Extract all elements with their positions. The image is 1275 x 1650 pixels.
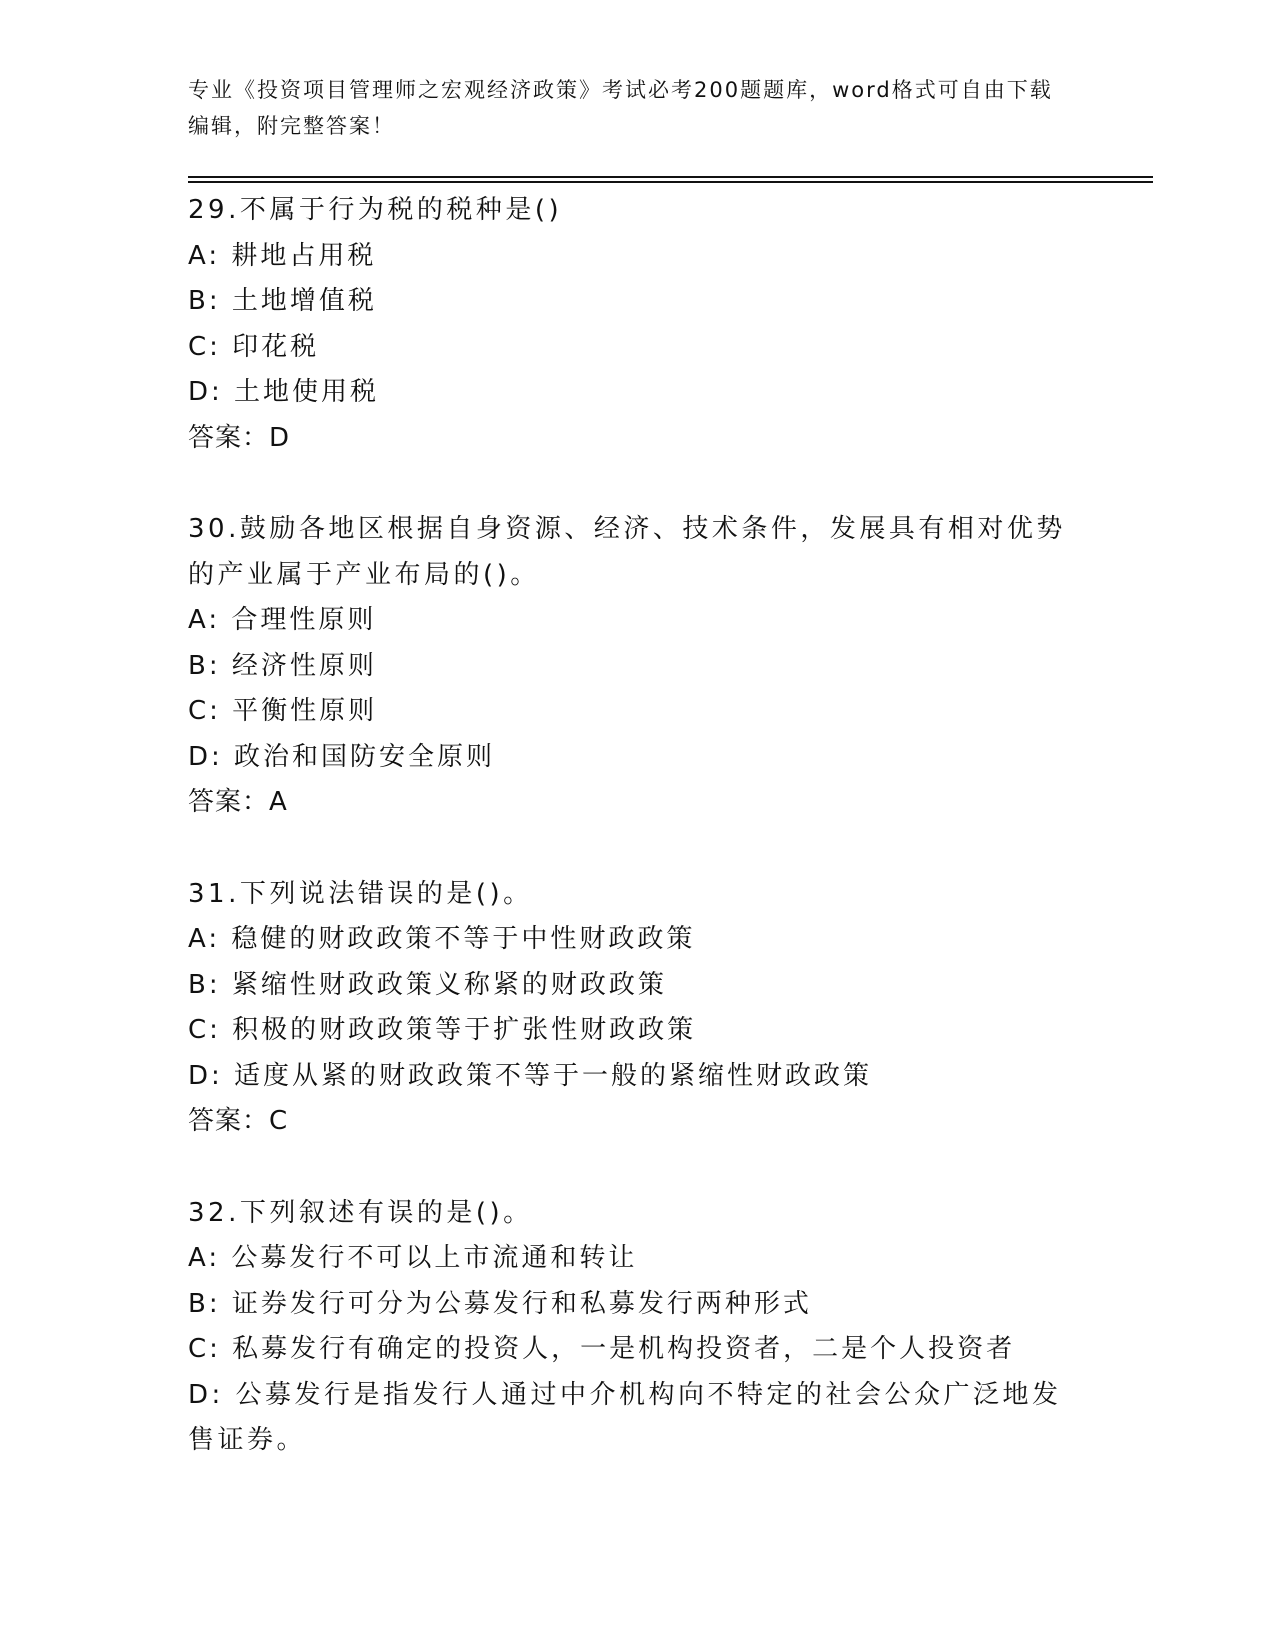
option-c: C: 积极的财政政策等于扩张性财政政策 xyxy=(188,1015,697,1045)
option-b: B: 证券发行可分为公募发行和私募发行两种形式 xyxy=(188,1288,812,1319)
question-30 xyxy=(188,507,1088,826)
option-d: D: 公募发行是指发行人通过中介机构向不特定的社会公众广泛地发售证券。 xyxy=(188,1379,1062,1455)
option-c: C: 平衡性原则 xyxy=(188,696,378,726)
option-a: A: 合理性原则 xyxy=(188,605,377,635)
question-29 xyxy=(188,188,1088,461)
question-32 xyxy=(188,1191,1088,1464)
document-header: 专业《投资项目管理师之宏观经济政策》考试必考200题题库，word格式可自由下载编辑，附完整答案！ xyxy=(188,78,1053,138)
question-stem: 29.不属于行为税的税种是() xyxy=(188,195,563,225)
header-divider-bottom xyxy=(188,181,1153,183)
question-stem: 30.鼓励各地区根据自身资源、经济、技术条件，发展具有相对优势的产业属于产业布局的()。 xyxy=(188,514,1066,590)
question-stem: 32.下列叙述有误的是()。 xyxy=(188,1197,533,1228)
answer-label: 答案：C xyxy=(188,1106,289,1136)
option-a: A: 公募发行不可以上市流通和转让 xyxy=(188,1243,638,1273)
option-a: A: 稳健的财政政策不等于中性财政政策 xyxy=(188,924,696,954)
option-c: C: 印花税 xyxy=(188,331,320,362)
question-list xyxy=(188,188,1088,1510)
question-stem: 31.下列说法错误的是()。 xyxy=(188,878,533,909)
question-31 xyxy=(188,872,1088,1145)
header-divider-top xyxy=(188,176,1153,178)
option-d: D: 土地使用税 xyxy=(188,377,380,407)
answer-label: 答案：A xyxy=(188,787,288,817)
option-d: D: 政治和国防安全原则 xyxy=(188,741,496,772)
option-b: B: 紧缩性财政政策义称紧的财政政策 xyxy=(188,969,667,1000)
option-a: A: 耕地占用税 xyxy=(188,240,377,271)
option-b: B: 土地增值税 xyxy=(188,286,377,316)
answer-label: 答案：D xyxy=(188,422,291,453)
option-c: C: 私募发行有确定的投资人，一是机构投资者，二是个人投资者 xyxy=(188,1334,1016,1364)
option-d: D: 适度从紧的财政政策不等于一般的紧缩性财政政策 xyxy=(188,1060,873,1091)
option-b: B: 经济性原则 xyxy=(188,650,377,681)
